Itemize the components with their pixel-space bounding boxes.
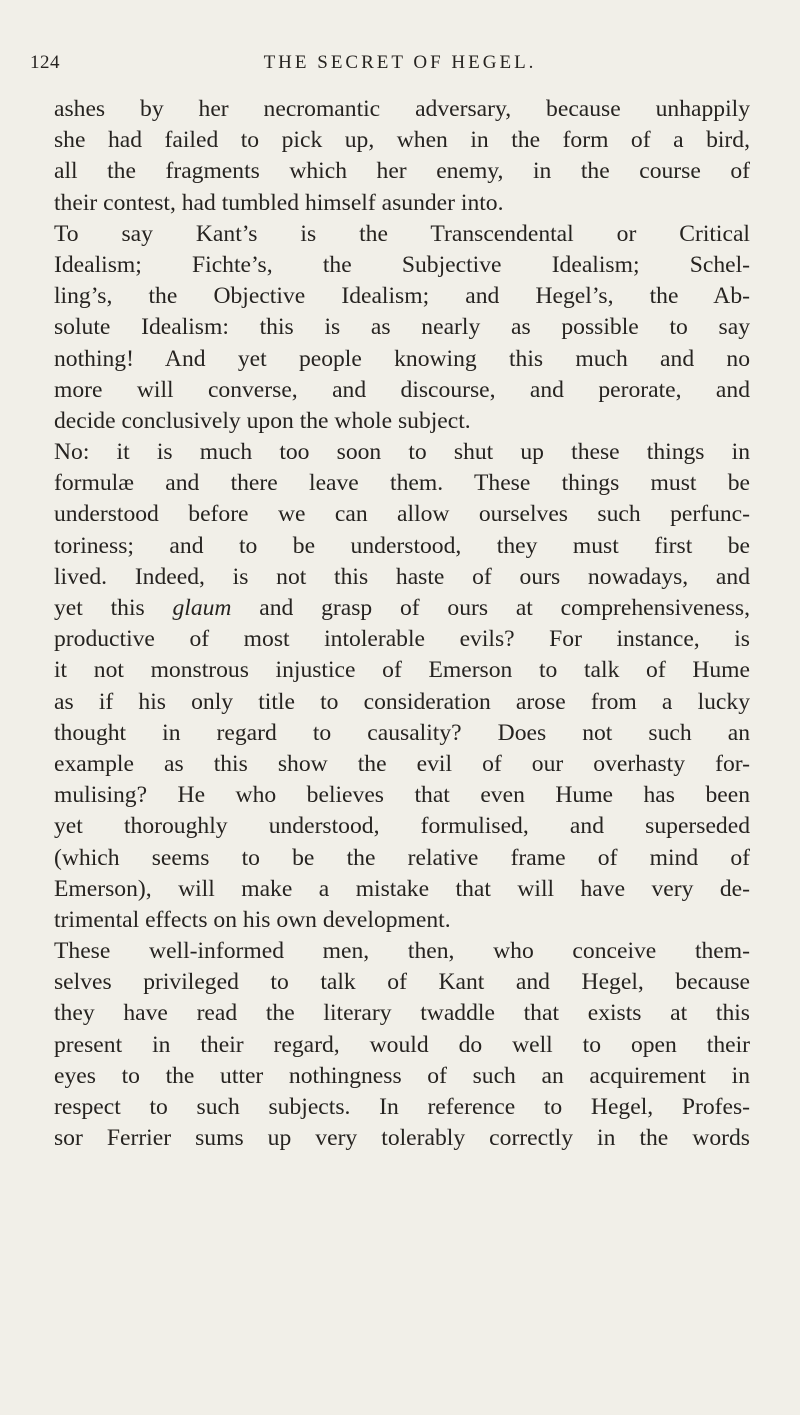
text-line — [54, 593, 750, 624]
text-line: their contest, had tumbled himself asunder into. — [54, 189, 504, 216]
text-line: productive of most intolerable evils? For instance, is — [54, 626, 750, 653]
text-segment: and grasp of ours at comprehensiveness, — [231, 595, 750, 621]
text-line: it not monstrous injustice of Emerson to talk of Hume — [54, 657, 750, 684]
page-number: 124 — [30, 52, 60, 73]
text-line: thought in regard to causality? Does not such an — [54, 719, 750, 746]
text-line: yet thoroughly understood, formulised, and superseded — [54, 813, 750, 840]
page-header — [30, 52, 750, 82]
text-line: Idealism; Fichte’s, the Subjective Idealism; Schel- — [54, 251, 750, 278]
italic-word: glaum — [172, 595, 232, 621]
text-line: Emerson), will make a mistake that will have very de- — [54, 875, 750, 902]
text-line: trimental effects on his own development. — [54, 906, 451, 933]
text-line: decide conclusively upon the whole subject. — [54, 407, 471, 434]
running-head: THE SECRET OF HEGEL. — [263, 52, 537, 73]
text-line: These well-informed men, then, who conceive them- — [54, 938, 750, 965]
text-line: they have read the literary twaddle that exists at this — [54, 1000, 750, 1027]
text-line: all the fragments which her enemy, in the course of — [54, 158, 750, 185]
text-line: lived. Indeed, is not this haste of ours nowadays, and — [54, 563, 750, 590]
text-line: ling’s, the Objective Idealism; and Hegel’s, the Ab- — [54, 283, 750, 310]
text-line: nothing! And yet people knowing this much and no — [54, 345, 750, 372]
text-line: (which seems to be the relative frame of mind of — [54, 844, 750, 871]
text-line: more will converse, and discourse, and perorate, and — [54, 376, 750, 403]
text-line: eyes to the utter nothingness of such an acquirement in — [54, 1062, 750, 1089]
text-line: selves privileged to talk of Kant and Hegel, because — [54, 969, 750, 996]
text-line: understood before we can allow ourselves such perfunc- — [54, 501, 750, 528]
text-line: solute Idealism: this is as nearly as possible to say — [54, 314, 750, 341]
text-line: example as this show the evil of our overhasty for- — [54, 750, 750, 777]
text-line: formulæ and there leave them. These things must be — [54, 470, 750, 497]
body-text — [54, 94, 750, 1154]
text-line: as if his only title to consideration arose from a lucky — [54, 688, 750, 715]
text-line: ashes by her necromantic adversary, because unhappily — [54, 96, 750, 122]
text-line: No: it is much too soon to shut up these things in — [54, 439, 750, 466]
text-line: mulising? He who believes that even Hume has been — [54, 782, 750, 809]
text-line: To say Kant’s is the Transcendental or Critical — [54, 220, 750, 247]
text-segment: yet this — [54, 595, 173, 621]
text-line: respect to such subjects. In reference to Hegel, Profes- — [54, 1094, 750, 1120]
text-line: sor Ferrier sums up very tolerably correctly in the words — [54, 1125, 750, 1152]
text-line: she had failed to pick up, when in the form of a bird, — [54, 127, 750, 154]
text-line: present in their regard, would do well to open their — [54, 1031, 750, 1058]
text-line: toriness; and to be understood, they must first be — [54, 532, 750, 559]
